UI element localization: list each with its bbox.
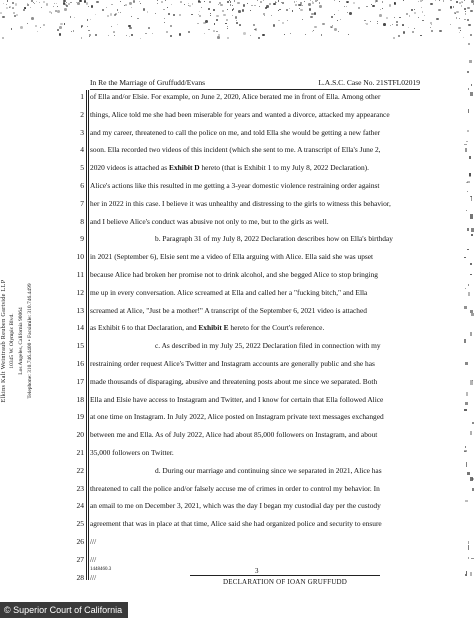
line-number: 19	[76, 412, 84, 422]
body-line: soon. Ella recorded two videos of this incident (which she sent to me. A transcript of Ella's June 2,	[90, 145, 381, 155]
line-number: 23	[76, 483, 84, 493]
body-line: because Alice had broken her promise not to drink alcohol, and she begged Alice to stop bringing	[90, 270, 378, 279]
law-firm-block	[0, 221, 61, 461]
document-number: 1448460.3	[90, 567, 112, 572]
body-line: screamed at Alice, "Just be a mother!" A transcript of the September 6, 2021 video is attached	[90, 305, 367, 315]
body-line: Alice's actions like this resulted in me getting a 3-year domestic violence restraining order against	[90, 181, 380, 190]
margin-line-left-double	[88, 90, 89, 580]
body-line: of Ella and/or Elsie. For example, on June 2, 2020, Alice berated me in front of Ella. Among other	[90, 92, 381, 101]
scan-noise-right	[464, 40, 474, 580]
line-number: 14	[76, 323, 84, 333]
body-text: hereto (that is Exhibit 1 to my July 8, 2022 Declaration).	[199, 163, 369, 173]
line-number: 2	[80, 109, 84, 119]
body-text: 2020 videos is attached as	[90, 163, 170, 173]
line-number: 13	[76, 305, 84, 315]
line-number: 3	[80, 127, 84, 137]
margin-line-left	[86, 90, 87, 580]
body-line: ///	[90, 572, 97, 582]
line-number: 5	[80, 163, 84, 173]
line-number: 16	[76, 359, 84, 368]
law-firm-address-street: 10345 W. Olympic Blvd.	[9, 313, 15, 369]
body-line: and my career, threatened to call the police on me, and told Ella she would be getting a new father	[90, 127, 381, 137]
body-line: her in 2022 in this case. I believe it was unhealthy and distressing to the girls to witness this behavior,	[90, 198, 391, 208]
line-number: 12	[76, 287, 84, 297]
body-line: me up in every conversation. Alice screamed at Ella and called her a "fucking bitch," and Ella	[90, 287, 368, 297]
law-firm-address-city: Los Angeles, California 90064	[18, 307, 24, 375]
header-rule	[90, 89, 420, 90]
body-line	[90, 323, 422, 332]
case-caption: In Re the Marriage of Gruffudd/Evans	[90, 78, 206, 87]
body-line: d. During our marriage and continuing since we separated in 2021, Alice has	[155, 465, 382, 475]
body-line: Ella and Elsie have access to Instagram and Twitter, and I know for certain that Ella followed Alice	[90, 394, 384, 404]
exhibit-reference: Exhibit E	[198, 323, 229, 333]
line-number: 11	[76, 270, 84, 279]
line-number: 20	[76, 430, 84, 440]
declaration-title: DECLARATION OF IOAN GRUFFUDD	[222, 578, 348, 586]
line-number: 9	[80, 234, 84, 244]
image-credit: © Superior Court of California	[0, 602, 128, 618]
line-number: 4	[80, 145, 84, 155]
body-line: 35,000 followers on Twitter.	[90, 448, 174, 457]
law-firm-phone: Telephone: 310.746.4400 • Facsimile: 310.746.4499	[27, 283, 33, 399]
line-number: 22	[76, 465, 84, 475]
line-number: 27	[76, 554, 84, 564]
body-text: as Exhibit 6 to that Declaration, and	[90, 323, 199, 333]
line-number: 7	[80, 198, 84, 208]
body-line: threatened to call the police and/or falsely accuse me of crimes in order to control my behavior. In	[90, 483, 380, 493]
line-number: 10	[76, 252, 84, 262]
body-line: in 2021 (September 6), Elsie sent me a video of Ella arguing with Alice. Ella said she was upset	[90, 252, 374, 262]
body-line: things, Alice told me she had been miserable for years and wanted a divorce, attacked my appearance	[90, 109, 390, 119]
line-number: 17	[76, 376, 84, 386]
body-line: b. Paragraph 31 of my July 8, 2022 Declaration describes how on Ella's birthday	[155, 234, 393, 244]
body-line: an email to me on December 3, 2021, which was the day I began my custodial day per the custody	[90, 501, 381, 511]
line-number: 8	[80, 216, 84, 226]
body-line: ///	[90, 537, 97, 546]
body-line: made thousands of disparaging, abusive and threatening posts about me since we separated. Both	[90, 376, 378, 386]
exhibit-reference: Exhibit D	[169, 163, 200, 173]
body-line: ///	[90, 554, 97, 564]
law-firm-name: Elkins Kalt Weintraub Reuben Gartside LLP	[0, 279, 7, 403]
body-line: and I believe Alice's conduct was abusive not only to me, but to the girls as well.	[90, 216, 329, 226]
line-number: 6	[80, 181, 84, 190]
body-line: at one time on Instagram. In July 2022, Alice posted on Instagram private text messages exchanged	[90, 412, 384, 422]
body-text: hereto for the Court's reference.	[228, 323, 325, 333]
page-number: 3	[255, 567, 259, 575]
line-number: 21	[76, 448, 84, 457]
line-number: 28	[76, 572, 84, 582]
body-line: restraining order request Alice's Twitter and Instagram accounts are generally public and she has	[90, 359, 375, 368]
body-line	[90, 163, 422, 172]
body-line: agreement that was in place at that time, Alice said she had organized police and security to ensure	[90, 519, 382, 529]
line-number: 24	[76, 501, 84, 511]
line-number: 25	[76, 519, 84, 529]
body-line: between me and Ella. As of July 2022, Alice had about 85,000 followers on Instagram, and about	[90, 430, 378, 440]
scan-noise-top	[0, 0, 474, 40]
case-number: L.A.S.C. Case No. 21STFL02019	[318, 78, 420, 87]
line-number: 15	[76, 341, 84, 351]
footer-rule	[190, 575, 380, 576]
line-number: 18	[76, 394, 84, 404]
body-line: c. As described in my July 25, 2022 Declaration filed in connection with my	[155, 341, 381, 351]
line-number: 1	[80, 92, 84, 101]
line-number: 26	[76, 537, 84, 546]
